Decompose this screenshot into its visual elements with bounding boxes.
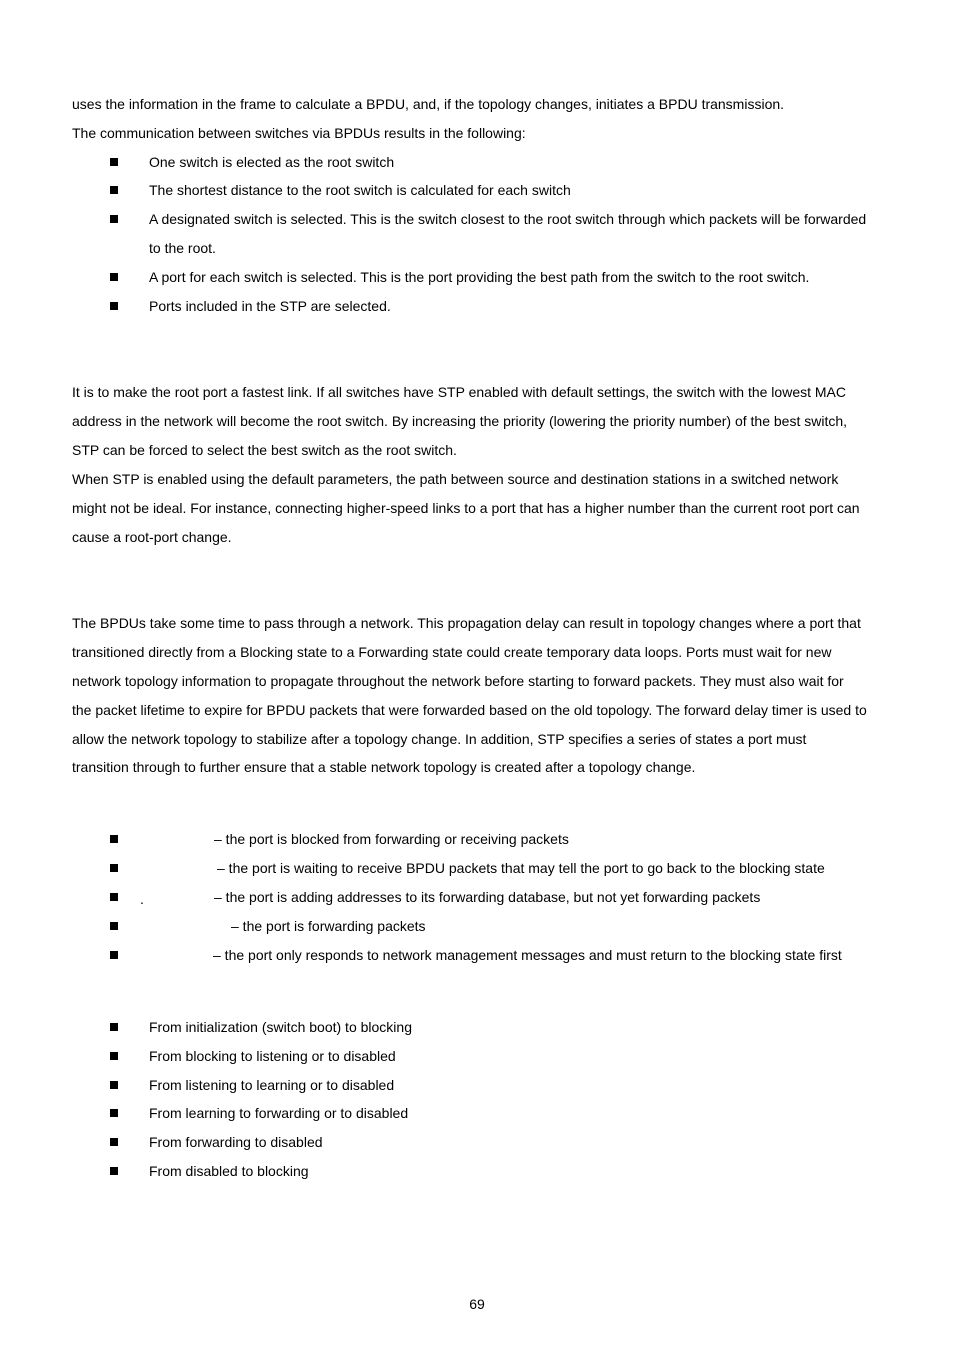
list-item: From initialization (switch boot) to blocking xyxy=(149,1019,412,1035)
stray-mark: . xyxy=(140,891,144,907)
list-item: A designated switch is selected. This is the switch closest to the root switch through which packets will be forwarded xyxy=(149,211,867,227)
bullet-icon xyxy=(110,158,118,166)
bullet-icon xyxy=(110,1023,118,1031)
intro-line-2: The communication between switches via BPDUs results in the following: xyxy=(72,125,526,141)
paragraph-line: address in the network will become the root switch. By increasing the priority (lowering the priority number) of the best switch, xyxy=(72,413,848,429)
paragraph-line: the packet lifetime to expire for BPDU packets that were forwarded based on the old topology. The forward delay timer is used to xyxy=(72,702,867,718)
paragraph-line: The BPDUs take some time to pass through a network. This propagation delay can result in topology changes where a port that xyxy=(72,615,861,631)
bullet-icon xyxy=(110,1167,118,1175)
list-item: – the port is waiting to receive BPDU packets that may tell the port to go back to the blocking state xyxy=(217,860,825,876)
bullet-icon xyxy=(110,835,118,843)
bullet-icon xyxy=(110,1138,118,1146)
bullet-icon xyxy=(110,893,118,901)
bullet-icon xyxy=(110,273,118,281)
paragraph-line: STP can be forced to select the best switch as the root switch. xyxy=(72,442,457,458)
list-item: The shortest distance to the root switch is calculated for each switch xyxy=(149,182,571,198)
paragraph-line: transitioned directly from a Blocking state to a Forwarding state could create temporary data loops. Ports must wait for new xyxy=(72,644,832,660)
paragraph-line: cause a root-port change. xyxy=(72,529,232,545)
list-item: – the port is adding addresses to its forwarding database, but not yet forwarding packets xyxy=(214,889,761,905)
paragraph-line: transition through to further ensure that a stable network topology is created after a topology change. xyxy=(72,759,696,775)
list-item: From listening to learning or to disabled xyxy=(149,1077,395,1093)
list-item: From forwarding to disabled xyxy=(149,1134,323,1150)
list-item: From disabled to blocking xyxy=(149,1163,309,1179)
list-item: From learning to forwarding or to disabled xyxy=(149,1105,409,1121)
paragraph-line: might not be ideal. For instance, connecting higher-speed links to a port that has a higher number than the current root port can xyxy=(72,500,860,516)
list-item: – the port is blocked from forwarding or receiving packets xyxy=(214,831,569,847)
bullet-icon xyxy=(110,951,118,959)
bullet-icon xyxy=(110,922,118,930)
list-item-continuation: to the root. xyxy=(149,240,216,256)
list-item: Ports included in the STP are selected. xyxy=(149,298,391,314)
list-item: A port for each switch is selected. This is the port providing the best path from the switch to the root switch. xyxy=(149,269,810,285)
list-item: – the port only responds to network management messages and must return to the blocking state first xyxy=(213,947,842,963)
bullet-icon xyxy=(110,215,118,223)
paragraph-line: When STP is enabled using the default parameters, the path between source and destination stations in a switched network xyxy=(72,471,839,487)
bullet-icon xyxy=(110,186,118,194)
paragraph-line: allow the network topology to stabilize after a topology change. In addition, STP specifies a series of states a port must xyxy=(72,731,807,747)
list-item: One switch is elected as the root switch xyxy=(149,154,395,170)
intro-line-1: uses the information in the frame to calculate a BPDU, and, if the topology changes, initiates a BPDU transmission. xyxy=(72,96,785,112)
bullet-icon xyxy=(110,864,118,872)
bullet-icon xyxy=(110,302,118,310)
bullet-icon xyxy=(110,1081,118,1089)
page-number: 69 xyxy=(469,1296,485,1312)
paragraph-line: It is to make the root port a fastest link. If all switches have STP enabled with default settings, the switch with the lowest MAC xyxy=(72,384,846,400)
paragraph-line: network topology information to propagate throughout the network before starting to forward packets. They must also wait for xyxy=(72,673,844,689)
list-item: From blocking to listening or to disabled xyxy=(149,1048,396,1064)
bullet-icon xyxy=(110,1052,118,1060)
bullet-icon xyxy=(110,1109,118,1117)
list-item: – the port is forwarding packets xyxy=(231,918,426,934)
